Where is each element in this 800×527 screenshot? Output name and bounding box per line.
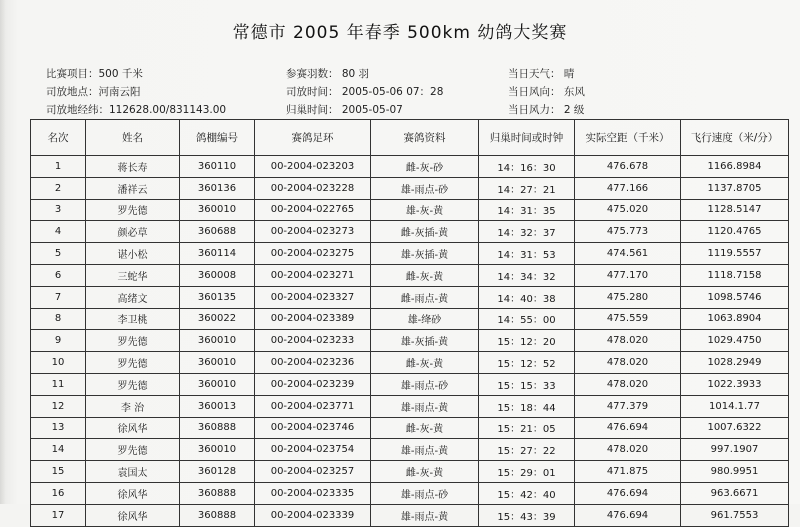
cell-distance: 475.559	[575, 308, 681, 330]
cell-loft: 360010	[180, 352, 255, 374]
cell-loft: 360888	[180, 504, 255, 526]
table-row	[31, 177, 789, 199]
cell-speed: 963.6671	[681, 482, 789, 504]
cell-ring: 00-2004-023257	[255, 461, 371, 483]
cell-rank: 6	[31, 264, 86, 286]
cell-pigeon: 雄-雨点-黄	[371, 395, 479, 417]
cell-pigeon: 雄-雨点-砂	[371, 177, 479, 199]
cell-pigeon: 雄-雨点-黄	[371, 439, 479, 461]
cell-time: 14：55：00	[479, 308, 575, 330]
entries-label: 参赛羽数： 80 羽	[286, 68, 370, 80]
cell-loft: 360688	[180, 221, 255, 243]
cell-ring: 00-2004-023339	[255, 504, 371, 526]
header-pigeon: 赛鸽资料	[371, 120, 479, 156]
cell-rank: 1	[31, 156, 86, 178]
cell-time: 15：43：39	[479, 504, 575, 526]
cell-rank: 17	[31, 504, 86, 526]
cell-pigeon: 雄-灰插-黄	[371, 243, 479, 265]
cell-speed: 1118.7158	[681, 264, 789, 286]
header-speed: 飞行速度（米/分）	[681, 120, 789, 156]
cell-time: 15：15：33	[479, 373, 575, 395]
cell-speed: 1014.1.77	[681, 395, 789, 417]
table-row	[31, 243, 789, 265]
cell-time: 15：42：40	[479, 482, 575, 504]
cell-speed: 1128.5147	[681, 199, 789, 221]
cell-distance: 477.166	[575, 177, 681, 199]
cell-distance: 477.170	[575, 264, 681, 286]
cell-pigeon: 雌-灰-黄	[371, 352, 479, 374]
cell-distance: 478.020	[575, 373, 681, 395]
cell-name: 李卫桃	[86, 308, 180, 330]
cell-time: 14：27：21	[479, 177, 575, 199]
cell-distance: 478.020	[575, 352, 681, 374]
cell-time: 14：31：53	[479, 243, 575, 265]
cell-pigeon: 雌-灰-砂	[371, 156, 479, 178]
cell-ring: 00-2004-023239	[255, 373, 371, 395]
cell-rank: 10	[31, 352, 86, 374]
cell-loft: 360114	[180, 243, 255, 265]
cell-distance: 475.280	[575, 286, 681, 308]
cell-speed: 1029.4750	[681, 330, 789, 352]
cell-distance: 476.694	[575, 504, 681, 526]
table-row	[31, 264, 789, 286]
cell-name: 徐风华	[86, 504, 180, 526]
cell-rank: 2	[31, 177, 86, 199]
cell-loft: 360128	[180, 461, 255, 483]
header-time: 归巢时间或时钟	[479, 120, 575, 156]
cell-rank: 5	[31, 243, 86, 265]
cell-ring: 00-2004-023754	[255, 439, 371, 461]
cell-ring: 00-2004-023327	[255, 286, 371, 308]
cell-pigeon: 雌-雨点-黄	[371, 286, 479, 308]
cell-ring: 00-2004-023203	[255, 156, 371, 178]
table-row	[31, 482, 789, 504]
cell-ring: 00-2004-023228	[255, 177, 371, 199]
cell-distance: 478.020	[575, 439, 681, 461]
release-place-label: 司放地点：河南云阳	[46, 86, 141, 98]
header-distance: 实际空距（千米）	[575, 120, 681, 156]
cell-loft: 360136	[180, 177, 255, 199]
cell-distance: 475.020	[575, 199, 681, 221]
cell-name: 徐风华	[86, 417, 180, 439]
cell-rank: 4	[31, 221, 86, 243]
cell-speed: 1098.5746	[681, 286, 789, 308]
cell-time: 15：18：44	[479, 395, 575, 417]
cell-rank: 9	[31, 330, 86, 352]
cell-time: 14：34：32	[479, 264, 575, 286]
cell-ring: 00-2004-023236	[255, 352, 371, 374]
cell-distance: 475.773	[575, 221, 681, 243]
cell-speed: 1028.2949	[681, 352, 789, 374]
table-row	[31, 199, 789, 221]
table-row	[31, 286, 789, 308]
cell-time: 15：12：20	[479, 330, 575, 352]
cell-distance: 476.678	[575, 156, 681, 178]
cell-loft: 360010	[180, 373, 255, 395]
cell-loft: 360888	[180, 482, 255, 504]
cell-name: 颜必草	[86, 221, 180, 243]
cell-pigeon: 雄-灰-黄	[371, 199, 479, 221]
cell-ring: 00-2004-023335	[255, 482, 371, 504]
cell-name: 李 治	[86, 395, 180, 417]
cell-ring: 00-2004-023389	[255, 308, 371, 330]
cell-pigeon: 雄-绛砂	[371, 308, 479, 330]
cell-ring: 00-2004-023233	[255, 330, 371, 352]
table-row	[31, 395, 789, 417]
cell-distance: 478.020	[575, 330, 681, 352]
cell-name: 潘祥云	[86, 177, 180, 199]
table-row	[31, 156, 789, 178]
cell-time: 14：40：38	[479, 286, 575, 308]
cell-rank: 13	[31, 417, 86, 439]
cell-time: 15：12：52	[479, 352, 575, 374]
table-header-row	[31, 120, 789, 156]
cell-loft: 360010	[180, 330, 255, 352]
wind-level-label: 当日风力： 2 级	[508, 104, 585, 116]
cell-loft: 360022	[180, 308, 255, 330]
cell-time: 14：32：37	[479, 221, 575, 243]
cell-name: 徐风华	[86, 482, 180, 504]
cell-time: 15：29：01	[479, 461, 575, 483]
cell-speed: 980.9951	[681, 461, 789, 483]
cell-distance: 476.694	[575, 417, 681, 439]
header-name: 姓名	[86, 120, 180, 156]
header-rank: 名次	[31, 120, 86, 156]
results-table	[30, 119, 789, 527]
table-row	[31, 221, 789, 243]
cell-name: 罗先德	[86, 373, 180, 395]
cell-pigeon: 雌-灰-黄	[371, 417, 479, 439]
wind-direction-label: 当日风向： 东风	[508, 86, 585, 98]
cell-speed: 961.7553	[681, 504, 789, 526]
cell-speed: 1063.8904	[681, 308, 789, 330]
table-row	[31, 461, 789, 483]
cell-name: 袁国太	[86, 461, 180, 483]
weather-label: 当日天气： 晴	[508, 68, 575, 80]
release-time-label: 司放时间： 2005-05-06 07：28	[286, 86, 444, 98]
cell-rank: 3	[31, 199, 86, 221]
cell-ring: 00-2004-023273	[255, 221, 371, 243]
cell-rank: 14	[31, 439, 86, 461]
header-ring: 赛鸽足环	[255, 120, 371, 156]
cell-pigeon: 雄-雨点-黄	[371, 504, 479, 526]
cell-loft: 360013	[180, 395, 255, 417]
table-row	[31, 439, 789, 461]
cell-speed: 1007.6322	[681, 417, 789, 439]
cell-speed: 1120.4765	[681, 221, 789, 243]
cell-ring: 00-2004-023771	[255, 395, 371, 417]
cell-speed: 1137.8705	[681, 177, 789, 199]
cell-name: 罗先德	[86, 439, 180, 461]
cell-ring: 00-2004-022765	[255, 199, 371, 221]
cell-name: 罗先德	[86, 199, 180, 221]
cell-rank: 7	[31, 286, 86, 308]
cell-pigeon: 雌-灰-黄	[371, 264, 479, 286]
table-row	[31, 417, 789, 439]
cell-loft: 360110	[180, 156, 255, 178]
cell-distance: 476.694	[575, 482, 681, 504]
table-row	[31, 330, 789, 352]
cell-loft: 360888	[180, 417, 255, 439]
cell-ring: 00-2004-023271	[255, 264, 371, 286]
cell-ring: 00-2004-023275	[255, 243, 371, 265]
cell-time: 15：21：05	[479, 417, 575, 439]
table-row	[31, 373, 789, 395]
cell-pigeon: 雄-雨点-砂	[371, 482, 479, 504]
cell-speed: 997.1907	[681, 439, 789, 461]
cell-loft: 360010	[180, 199, 255, 221]
cell-rank: 12	[31, 395, 86, 417]
cell-rank: 11	[31, 373, 86, 395]
cell-loft: 360010	[180, 439, 255, 461]
cell-pigeon: 雌-灰插-黄	[371, 221, 479, 243]
cell-speed: 1119.5557	[681, 243, 789, 265]
cell-time: 14：31：35	[479, 199, 575, 221]
cell-time: 14：16：30	[479, 156, 575, 178]
cell-pigeon: 雌-灰-黄	[371, 461, 479, 483]
event-label: 比赛项目：500 千米	[46, 68, 143, 80]
page-title: 常德市 2005 年春季 500km 幼鸽大奖赛	[232, 23, 568, 43]
cell-rank: 8	[31, 308, 86, 330]
cell-distance: 471.875	[575, 461, 681, 483]
cell-name: 蒋长寿	[86, 156, 180, 178]
table-row	[31, 352, 789, 374]
cell-speed: 1166.8984	[681, 156, 789, 178]
cell-name: 三蛇华	[86, 264, 180, 286]
cell-ring: 00-2004-023746	[255, 417, 371, 439]
table-row	[31, 504, 789, 526]
cell-distance: 474.561	[575, 243, 681, 265]
cell-name: 谌小松	[86, 243, 180, 265]
header-loft: 鸽棚编号	[180, 120, 255, 156]
cell-name: 高绪文	[86, 286, 180, 308]
cell-pigeon: 雄-雨点-砂	[371, 373, 479, 395]
table-row	[31, 308, 789, 330]
release-coords-label: 司放地经纬：112628.00/831143.00	[46, 104, 227, 116]
cell-rank: 16	[31, 482, 86, 504]
cell-loft: 360135	[180, 286, 255, 308]
cell-pigeon: 雄-灰插-黄	[371, 330, 479, 352]
cell-loft: 360008	[180, 264, 255, 286]
cell-name: 罗先德	[86, 352, 180, 374]
cell-rank: 15	[31, 461, 86, 483]
cell-speed: 1022.3933	[681, 373, 789, 395]
cell-name: 罗先德	[86, 330, 180, 352]
cell-distance: 477.379	[575, 395, 681, 417]
return-time-label: 归巢时间： 2005-05-07	[286, 104, 403, 116]
cell-time: 15：27：22	[479, 439, 575, 461]
